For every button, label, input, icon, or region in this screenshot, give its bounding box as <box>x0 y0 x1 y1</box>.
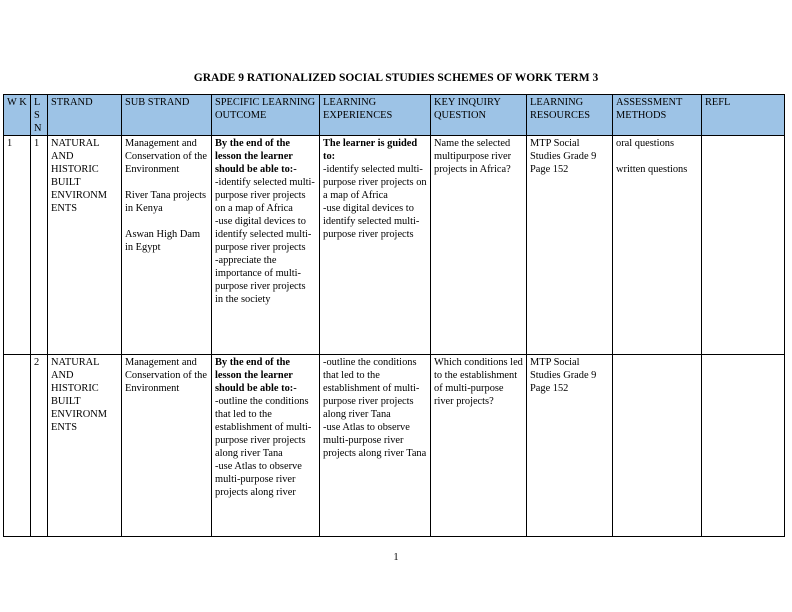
cell-resources: MTP Social Studies Grade 9 Page 152 <box>527 136 613 355</box>
cell-experiences <box>320 136 431 355</box>
cell-wk <box>4 355 31 537</box>
cell-experiences <box>320 355 431 537</box>
col-header-experiences: LEARNING EXPERIENCES <box>320 95 431 136</box>
substrand-text: Management and Conservation of the Environment <box>125 357 207 394</box>
table-row <box>4 355 785 537</box>
col-header-strand: STRAND <box>48 95 122 136</box>
cell-strand: NATURAL AND HISTORIC BUILT ENVIRONM ENTS <box>48 136 122 355</box>
cell-substrand <box>122 136 212 355</box>
cell-outcome <box>212 136 320 355</box>
assessment-item: written questions <box>616 164 688 175</box>
cell-substrand <box>122 355 212 537</box>
outcome-item: -outline the conditions that led to the establishment of multi-purpose river projects along river Tana <box>215 396 312 459</box>
cell-resources: MTP Social Studies Grade 9 Page 152 <box>527 355 613 537</box>
assessment-item: oral questions <box>616 138 675 149</box>
col-header-assessment: ASSESSMENT METHODS <box>613 95 702 136</box>
col-header-refl: REFL <box>702 95 785 136</box>
col-header-question: KEY INQUIRY QUESTION <box>431 95 527 136</box>
col-header-outcome: SPECIFIC LEARNING OUTCOME <box>212 95 320 136</box>
cell-outcome <box>212 355 320 537</box>
cell-strand: NATURAL AND HISTORIC BUILT ENVIRONM ENTS <box>48 355 122 537</box>
cell-question: Name the selected multipurpose river projects in Africa? <box>431 136 527 355</box>
cell-assessment <box>613 136 702 355</box>
experiences-intro: The learner is guided to: <box>323 138 418 162</box>
outcome-intro: By the end of the lesson the learner should be able to:- <box>215 138 297 175</box>
col-header-substrand: SUB STRAND <box>122 95 212 136</box>
cell-assessment <box>613 355 702 537</box>
header-row <box>4 95 785 136</box>
cell-lsn: 2 <box>31 355 48 537</box>
cell-refl <box>702 355 785 537</box>
cell-question: Which conditions led to the establishment of multi-purpose river projects? <box>431 355 527 537</box>
document-title: GRADE 9 RATIONALIZED SOCIAL STUDIES SCHEMES OF WORK TERM 3 <box>193 72 599 84</box>
experience-item: -use digital devices to identify selected multi-purpose river projects <box>323 203 420 240</box>
substrand-text: River Tana projects in Kenya <box>125 190 207 214</box>
experience-item: -outline the conditions that led to the establishment of multi-purpose river projects along river Tana <box>323 357 420 420</box>
substrand-text: Aswan High Dam in Egypt <box>125 229 201 253</box>
col-header-lsn: L S N <box>31 95 48 136</box>
cell-refl <box>702 136 785 355</box>
outcome-item: -use Atlas to observe multi-purpose river projects along river <box>215 461 302 498</box>
table-row <box>4 136 785 355</box>
col-header-resources: LEARNING RESOURCES <box>527 95 613 136</box>
outcome-item: -appreciate the importance of multi-purpose river projects in the society <box>215 255 306 305</box>
cell-wk: 1 <box>4 136 31 355</box>
substrand-text: Management and Conservation of the Environment <box>125 138 207 175</box>
experience-item: -use Atlas to observe multi-purpose river projects along river Tana <box>323 422 427 459</box>
col-header-wk: W K <box>4 95 31 136</box>
outcome-item: -use digital devices to identify selected multi-purpose river projects <box>215 216 312 253</box>
outcome-intro: By the end of the lesson the learner should be able to:- <box>215 357 297 394</box>
outcome-item: -identify selected multi-purpose river projects on a map of Africa <box>215 177 315 214</box>
experience-item: -identify selected multi-purpose river projects on a map of Africa <box>323 164 427 201</box>
schemes-of-work-table <box>3 94 785 537</box>
cell-lsn: 1 <box>31 136 48 355</box>
page-number: 1 <box>393 552 399 563</box>
